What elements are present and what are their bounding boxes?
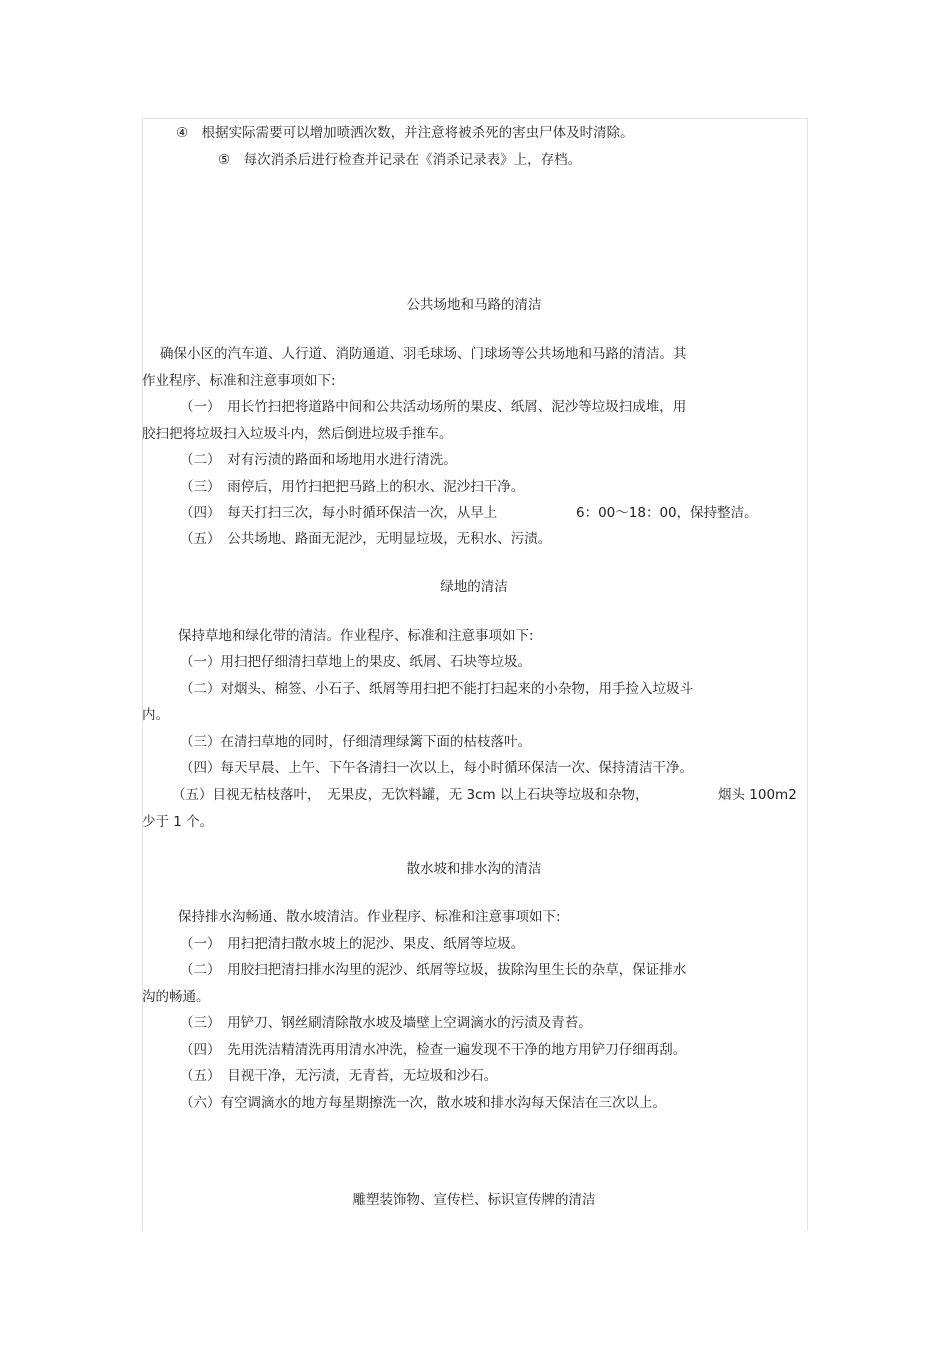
section-title: 散水坡和排水沟的清洁 <box>406 861 542 877</box>
paragraph-line: 保持排水沟畅通、散水坡清洁。作业程序、标准和注意事项如下: <box>178 909 561 925</box>
list-item: 胶扫把将垃圾扫入垃圾斗内，然后倒进垃圾手推车。 <box>142 426 453 442</box>
section-title: 公共场地和马路的清洁 <box>406 297 542 313</box>
paragraph-line: 确保小区的汽车道、人行道、消防通道、羽毛球场、门球场等公共场地和马路的清洁。其 <box>160 346 687 362</box>
list-item: ⑤ 每次消杀后进行检查并记录在《消杀记录表》上，存档。 <box>218 152 582 168</box>
list-item: （五）目视无枯枝落叶， 无果皮，无饮料罐，无 3cm 以上石块等垃圾和杂物， <box>172 787 649 803</box>
list-item: （三） 雨停后，用竹扫把把马路上的积水、泥沙扫干净。 <box>180 479 525 495</box>
list-item: （三） 用铲刀、钢丝刷清除散水坡及墙壁上空调滴水的污渍及青苔。 <box>180 1015 592 1031</box>
section-title: 雕塑装饰物、宣传栏、标识宣传牌的清洁 <box>352 1192 596 1208</box>
list-item-continuation: 烟头 100m2 <box>718 787 797 803</box>
list-item: 少于 1 个。 <box>142 814 214 830</box>
paragraph-line: 作业程序、标准和注意事项如下: <box>142 373 336 389</box>
list-item: （一） 用扫把清扫散水坡上的泥沙、果皮、纸屑等垃圾。 <box>180 936 525 952</box>
list-item: （五） 目视干净，无污渍，无青苔，无垃圾和沙石。 <box>180 1068 498 1084</box>
list-item: （一）用扫把仔细清扫草地上的果皮、纸屑、石块等垃圾。 <box>180 654 531 670</box>
list-item: （三）在清扫草地的同时，仔细清理绿篱下面的枯枝落叶。 <box>180 734 531 750</box>
list-item: （二） 用胶扫把清扫排水沟里的泥沙、纸屑等垃圾，拔除沟里生长的杂草，保证排水 <box>180 962 687 978</box>
list-item-continuation: 6：00～18：00，保持整洁。 <box>576 505 758 521</box>
page-frame <box>142 118 808 1231</box>
list-item: （五） 公共场地、路面无泥沙，无明显垃圾，无积水、污渍。 <box>180 531 552 547</box>
list-item: （四） 每天打扫三次，每小时循环保洁一次，从早上 <box>180 505 498 521</box>
list-item: （一） 用长竹扫把将道路中间和公共活动场所的果皮、纸屑、泥沙等垃圾扫成堆，用 <box>180 399 687 415</box>
section-title: 绿地的清洁 <box>440 579 508 595</box>
paragraph-line: 保持草地和绿化带的清洁。作业程序、标准和注意事项如下: <box>178 628 534 644</box>
list-item: ④ 根据实际需要可以增加喷洒次数，并注意将被杀死的害虫尸体及时清除。 <box>176 125 634 141</box>
list-item: （六）有空调滴水的地方每星期擦洗一次，散水坡和排水沟每天保洁在三次以上。 <box>180 1095 666 1111</box>
list-item: （二） 对有污渍的路面和场地用水进行清洗。 <box>180 452 457 468</box>
list-item: （二）对烟头、棉签、小石子、纸屑等用扫把不能打扫起来的小杂物，用手捡入垃圾斗 <box>180 681 693 697</box>
list-item: 沟的畅通。 <box>142 989 210 1005</box>
list-item: 内。 <box>142 707 169 723</box>
list-item: （四） 先用洗洁精清洗再用清水冲洗，检查一遍发现不干净的地方用铲刀仔细再刮。 <box>180 1042 687 1058</box>
list-item: （四）每天早晨、上午、下午各清扫一次以上，每小时循环保洁一次、保持清洁干净。 <box>180 760 693 776</box>
